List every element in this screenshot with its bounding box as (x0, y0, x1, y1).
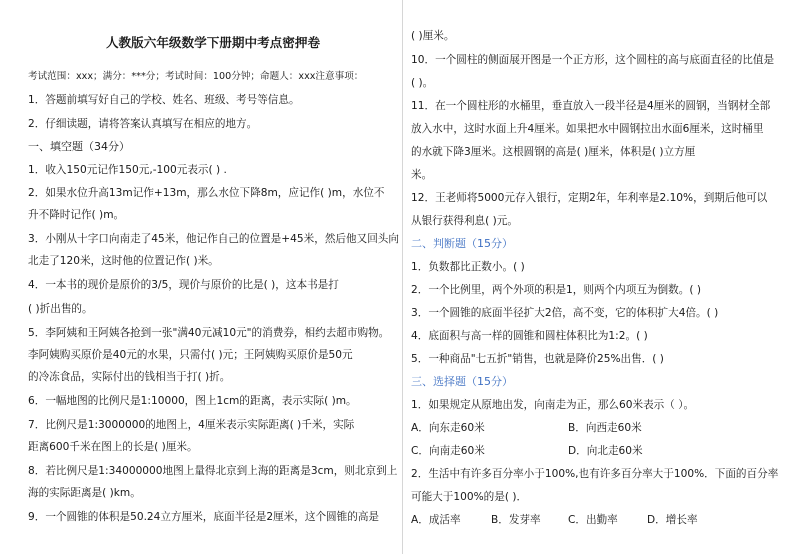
question-9-line-1: 9．一个圆锥的体积是50.24立方厘米，底面半径是2厘米，这个圆锥的高是 (28, 511, 380, 523)
judge-3: 3．一个圆锥的底面半径扩大2倍，高不变，它的体积扩大4倍。( ) (411, 307, 719, 319)
question-8-line-1: 8．若比例尺是1:34000000地图上量得北京到上海的距离是3cm，则北京到上 (28, 465, 398, 477)
choice-2-option-b: B．发芽率 (491, 514, 541, 526)
question-5-line-1: 5．李阿姨和王阿姨各抢到一张"满40元减10元"的消费券，相约去超市购物。 (28, 327, 390, 339)
column-divider (402, 0, 403, 554)
question-6: 6．一幅地图的比例尺是1:10000，图上1cm的距离，表示实际( )m。 (28, 395, 357, 407)
question-10-line-2: ( )。 (411, 77, 434, 89)
question-11-line-2: 放入水中，这时水面上升4厘米。如果把水中圆钢拉出水面6厘米，这时桶里 (411, 123, 764, 135)
judge-2: 2．一个比例里，两个外项的积是1，则两个内项互为倒数。( ) (411, 284, 701, 296)
question-3-line-1: 3．小刚从十字口向南走了45米，他记作自己的位置是+45米，然后他又回头向 (28, 233, 399, 245)
section-multiple-choice: 三、选择题（15分） (411, 375, 513, 388)
choice-2-line-2: 可能大于100%的是( )． (411, 491, 528, 503)
question-8-line-2: 海的实际距离是( )km。 (28, 487, 141, 499)
choice-1-option-c: C．向南走60米 (411, 445, 485, 457)
question-10-line-1: 10．一个圆柱的侧面展开图是一个正方形，这个圆柱的高与底面直径的比值是 (411, 54, 775, 66)
question-7-line-1: 7．比例尺是1:3000000的地图上，4厘米表示实际距离( )千米，实际 (28, 419, 355, 431)
judge-4: 4．底面积与高一样的圆锥和圆柱体积比为1:2。( ) (411, 330, 648, 342)
question-5-line-3: 的冷冻食品，实际付出的钱相当于打( )折。 (28, 371, 231, 383)
question-3-line-2: 北走了120米，这时他的位置记作( )米。 (28, 255, 219, 267)
judge-5: 5．一种商品"七五折"销售，也就是降价25%出售．( ) (411, 353, 664, 365)
question-2-line-1: 2．如果水位升高13m记作+13m，那么水位下降8m，应记作( )m，水位不 (28, 187, 385, 199)
choice-2-option-c: C．出勤率 (568, 514, 618, 526)
question-4-line-2: ( )折出售的。 (28, 303, 93, 315)
choice-1-option-b: B．向西走60米 (568, 422, 642, 434)
question-1: 1．收入150元记作150元,-100元表示( ) . (28, 164, 227, 176)
choice-1-option-d: D．向北走60米 (568, 445, 643, 457)
choice-2-option-d: D．增长率 (647, 514, 698, 526)
exam-title: 人教版六年级数学下册期中考点密押卷 (105, 35, 321, 50)
choice-2-option-a: A．成活率 (411, 514, 461, 526)
instruction-1: 1．答题前填写好自己的学校、姓名、班级、考号等信息。 (28, 94, 300, 106)
choice-1-option-a: A．向东走60米 (411, 422, 485, 434)
choice-2-line-1: 2．生活中有许多百分率小于100%,也有许多百分率大于100%．下面的百分率 (411, 468, 779, 480)
question-7-line-2: 距离600千米在图上的长是( )厘米。 (28, 441, 198, 453)
exam-meta: 考试范围：xxx；满分：***分；考试时间：100分钟；命题人：xxx注意事项： (28, 71, 364, 82)
question-11-line-1: 11．在一个圆柱形的水桶里，垂直放入一段半径是4厘米的圆钢，当钢材全部 (411, 100, 771, 112)
instruction-2: 2．仔细读题，请将答案认真填写在相应的地方。 (28, 118, 258, 130)
question-4-line-1: 4．一本书的现价是原价的3/5，现价与原价的比是( )，这本书是打 (28, 279, 339, 291)
question-11-line-3: 的水就下降3厘米。这根圆钢的高是( )厘米，体积是( )立方厘 (411, 146, 696, 158)
choice-1: 1．如果规定从原地出发，向南走为正，那么60米表示（ ）。 (411, 399, 695, 411)
section-fill-blank: 一、填空题（34分） (28, 140, 130, 153)
question-12-line-2: 从银行获得利息( )元。 (411, 215, 518, 227)
question-12-line-1: 12．王老师将5000元存入银行，定期2年，年利率是2.10%，到期后他可以 (411, 192, 768, 204)
question-5-line-2: 李阿姨购买原价是40元的水果，只需付( )元；王阿姨购买原价是50元 (28, 349, 353, 361)
question-2-line-2: 升不降时记作( )m。 (28, 209, 125, 221)
question-11-line-4: 米。 (411, 169, 433, 181)
judge-1: 1．负数都比正数小。( ) (411, 261, 525, 273)
section-true-false: 二、判断题（15分） (411, 237, 513, 250)
question-9-line-2: ( )厘米。 (411, 30, 455, 42)
